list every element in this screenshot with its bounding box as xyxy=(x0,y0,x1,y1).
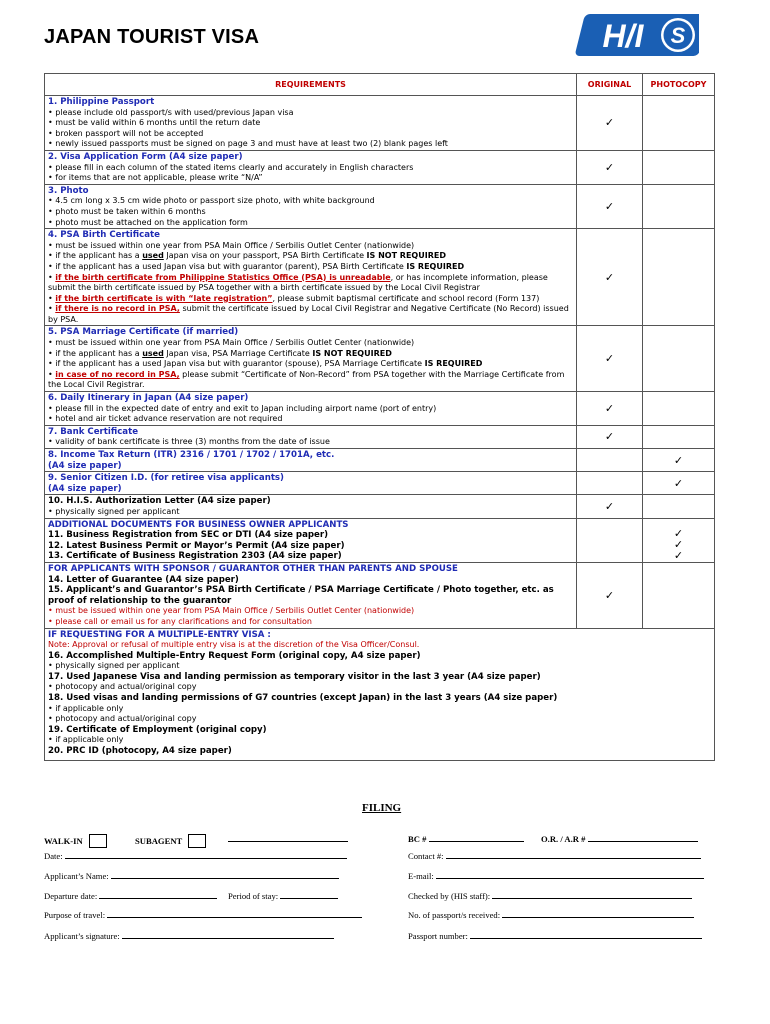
original-check: ✓ xyxy=(577,562,643,628)
bullet-text: • 4.5 cm long x 3.5 cm wide photo or passport size photo, with white background xyxy=(48,196,573,207)
item-text: 18. Used visas and landing permissions of G7 countries (except Japan) in the last 3 years (A4 size paper) xyxy=(48,693,558,704)
item-text: 11. Business Registration from SEC or DTI (A4 size paper) xyxy=(48,530,329,541)
section-heading: 2. Visa Application Form (A4 size paper) xyxy=(48,151,243,162)
contact-field[interactable] xyxy=(408,851,701,861)
photocopy-check: ✓ xyxy=(673,526,684,540)
period-of-stay-field[interactable] xyxy=(228,891,338,901)
item-text: 14. Letter of Guarantee (A4 size paper) xyxy=(48,574,239,585)
section-heading: 6. Daily Itinerary in Japan (A4 size paper) xyxy=(48,393,249,404)
item-text: 15. Applicant’s and Guarantor’s PSA Birth Certificate / PSA Marriage Certificate / Photo together, etc. as proof of relationship to the guarantor xyxy=(48,585,554,606)
bullet-text: • newly issued passports must be signed on page 3 and must have at least two (2) blank pages left xyxy=(48,139,573,150)
signature-label: Applicant’s signature: xyxy=(44,931,120,941)
bullet-text: • for items that are not applicable, please write “N/A” xyxy=(48,173,573,184)
bullet-text: • photocopy and actual/original copy xyxy=(48,682,711,693)
bullet-text: • broken passport will not be accepted xyxy=(48,129,573,140)
date-label: Date: xyxy=(44,851,63,861)
photocopy-check: ✓ xyxy=(643,472,715,495)
requirement-row-sponsor xyxy=(45,562,715,628)
bullet-text: • physically signed per applicant xyxy=(48,661,711,672)
or-ar-field[interactable] xyxy=(541,834,698,844)
bullet-text: • if the birth certificate from Philippine Statistics Office (PSA) is unreadable, or has incomplete information, please submit the birth certificate issued by PSA together with a birth certificate issued by the Local Civil Registrar xyxy=(48,273,573,294)
passport-number-label: Passport number: xyxy=(408,931,468,941)
bullet-text: • must be issued within one year from PSA Main Office / Serbilis Outlet Center (nationwide) xyxy=(48,241,573,252)
contact-label: Contact #: xyxy=(408,851,444,861)
date-field[interactable] xyxy=(44,851,347,861)
email-field[interactable] xyxy=(408,871,704,881)
bullet-text: • must be issued within one year from PSA Main Office / Serbilis Outlet Center (nationwide) xyxy=(48,606,573,617)
original-cell xyxy=(577,472,643,495)
bullet-text: • must be valid within 6 months until the return date xyxy=(48,118,573,129)
bullet-text: • physically signed per applicant xyxy=(48,507,573,518)
walk-in-checkbox[interactable] xyxy=(89,834,107,848)
requirement-row-itinerary xyxy=(45,392,715,426)
passports-received-field[interactable] xyxy=(408,910,694,920)
photocopy-cell xyxy=(643,96,715,151)
requirement-row-passport xyxy=(45,96,715,151)
bullet-text: • please fill in each column of the stated items clearly and accurately in English characters xyxy=(48,163,573,174)
note-text: Note: Approval or refusal of multiple entry visa is at the discretion of the Visa Officer/Consul. xyxy=(48,640,420,650)
bullet-text: • please call or email us for any clarifications and for consultation xyxy=(48,617,573,628)
section-heading: 1. Philippine Passport xyxy=(48,97,155,107)
original-check: ✓ xyxy=(577,495,643,518)
bullet-text: • if the applicant has a used Japan visa on your passport, PSA Birth Certificate IS NOT REQUIRED xyxy=(48,251,573,262)
section-heading: IF REQUESTING FOR A MULTIPLE-ENTRY VISA : xyxy=(48,629,271,640)
photocopy-cell xyxy=(643,326,715,392)
original-check: ✓ xyxy=(577,150,643,184)
item-text: 13. Certificate of Business Registration 2303 (A4 size paper) xyxy=(48,551,342,562)
section-heading: 8. Income Tax Return (ITR) 2316 / 1701 / 1702 / 1701A, etc. xyxy=(48,450,335,460)
section-heading: (A4 size paper) xyxy=(48,483,122,494)
passports-received-label: No. of passport/s received: xyxy=(408,910,501,920)
applicant-name-field[interactable] xyxy=(44,871,339,881)
requirements-table xyxy=(44,73,715,761)
bullet-text: • if the birth certificate is with “late registration”, please submit baptismal certificate and school record (Form 137) xyxy=(48,294,573,305)
requirements-header: REQUIREMENTS xyxy=(45,74,577,96)
item-text: 17. Used Japanese Visa and landing permission as temporary visitor in the last 3 year (A4 size paper) xyxy=(48,671,541,682)
email-label: E-mail: xyxy=(408,871,434,881)
bullet-text: • photo must be taken within 6 months xyxy=(48,207,573,218)
or-ar-label: O.R. / A.R # xyxy=(541,834,586,844)
bc-field[interactable] xyxy=(408,834,524,844)
photocopy-check: ✓ xyxy=(673,548,684,562)
original-header: ORIGINAL xyxy=(577,74,643,96)
checked-by-field[interactable] xyxy=(408,891,692,901)
section-heading: 3. Photo xyxy=(48,185,89,196)
section-heading: FOR APPLICANTS WITH SPONSOR / GUARANTOR OTHER THAN PARENTS AND SPOUSE xyxy=(48,563,458,574)
original-check: ✓ xyxy=(577,96,643,151)
period-of-stay-label: Period of stay: xyxy=(228,891,279,901)
photocopy-check: ✓ xyxy=(673,537,684,551)
signature-field[interactable] xyxy=(44,931,334,941)
original-check: ✓ xyxy=(577,229,643,326)
subagent-option xyxy=(135,834,206,848)
purpose-field[interactable] xyxy=(44,910,362,920)
item-text: 12. Latest Business Permit or Mayor’s Permit (A4 size paper) xyxy=(48,540,345,551)
photocopy-cell xyxy=(643,184,715,228)
walk-in-option xyxy=(44,834,107,848)
bullet-text: • please fill in the expected date of entry and exit to Japan including airport name (port of entry) xyxy=(48,404,573,415)
page-title: JAPAN TOURIST VISA xyxy=(44,26,260,48)
original-check: ✓ xyxy=(577,326,643,392)
photocopy-header: PHOTOCOPY xyxy=(643,74,715,96)
requirement-row-application-form xyxy=(45,150,715,184)
subagent-checkbox[interactable] xyxy=(188,834,206,848)
photocopy-cell xyxy=(643,150,715,184)
bullet-text: • photocopy and actual/original copy xyxy=(48,714,711,725)
bullet-text: • must be issued within one year from PSA Main Office / Serbilis Outlet Center (nationwide) xyxy=(48,338,573,349)
original-check: ✓ xyxy=(577,425,643,448)
requirement-row-authorization xyxy=(45,495,715,518)
section-heading: 9. Senior Citizen I.D. (for retiree visa applicants) xyxy=(48,473,284,484)
item-text: 16. Accomplished Multiple-Entry Request Form (original copy, A4 size paper) xyxy=(48,650,421,661)
bullet-text: • photo must be attached on the application form xyxy=(48,218,573,229)
requirement-row-itr xyxy=(45,449,715,472)
departure-date-field[interactable] xyxy=(44,891,217,901)
subagent-name-field[interactable] xyxy=(228,834,348,844)
filing-title: FILING xyxy=(362,802,402,814)
section-heading: (A4 size paper) xyxy=(48,460,122,471)
item-text: 20. PRC ID (photocopy, A4 size paper) xyxy=(48,746,232,757)
bullet-text: • if applicable only xyxy=(48,735,711,746)
photocopy-check: ✓ xyxy=(643,449,715,472)
original-check: ✓ xyxy=(577,184,643,228)
photocopy-checks xyxy=(643,518,715,562)
original-check: ✓ xyxy=(577,392,643,426)
requirement-row-senior-id xyxy=(45,472,715,495)
checked-by-label: Checked by (HIS staff): xyxy=(408,891,491,901)
bullet-text: • in case of no record in PSA, please submit “Certificate of Non-Record” from PSA together with the Marriage Certificate from the Local Civil Registrar. xyxy=(48,370,573,391)
photocopy-cell xyxy=(643,495,715,518)
applicant-name-label: Applicant’s Name: xyxy=(44,871,109,881)
photocopy-cell xyxy=(643,392,715,426)
requirement-row-multiple-entry xyxy=(45,628,715,760)
purpose-label: Purpose of travel: xyxy=(44,910,106,920)
original-cell xyxy=(577,449,643,472)
section-heading: 4. PSA Birth Certificate xyxy=(48,230,160,241)
logo-letters-hi: H/I xyxy=(602,18,644,54)
bullet-text: • if the applicant has a used Japan visa but with guarantor (spouse), PSA Marriage Certificate IS REQUIRED xyxy=(48,359,573,370)
table-header xyxy=(45,74,715,96)
bullet-text: • if there is no record in PSA, submit the certificate issued by Local Civil Registrar and Negative Certificate (No Record) issued by PSA. xyxy=(48,304,573,325)
his-logo xyxy=(571,14,699,56)
section-heading: 10. H.I.S. Authorization Letter (A4 size paper) xyxy=(48,496,271,507)
bullet-text: • if applicable only xyxy=(48,704,711,715)
departure-date-label: Departure date: xyxy=(44,891,98,901)
requirement-row-marriage-certificate xyxy=(45,326,715,392)
walk-in-label: WALK-IN xyxy=(44,836,83,846)
bullet-text: • if the applicant has a used Japan visa, PSA Marriage Certificate IS NOT REQUIRED xyxy=(48,349,573,360)
original-cell xyxy=(577,518,643,562)
bullet-text: • hotel and air ticket advance reservation are not required xyxy=(48,414,573,425)
section-heading: ADDITIONAL DOCUMENTS FOR BUSINESS OWNER APPLICANTS xyxy=(48,519,349,530)
photocopy-cell xyxy=(643,562,715,628)
photocopy-cell xyxy=(643,229,715,326)
section-heading: 5. PSA Marriage Certificate (if married) xyxy=(48,327,239,338)
bullet-text: • validity of bank certificate is three (3) months from the date of issue xyxy=(48,437,573,448)
photocopy-cell xyxy=(643,425,715,448)
bc-label: BC # xyxy=(408,834,427,844)
requirement-row-bank-certificate xyxy=(45,425,715,448)
bullet-text: • please include old passport/s with used/previous Japan visa xyxy=(48,108,573,119)
section-heading: 7. Bank Certificate xyxy=(48,426,139,437)
requirement-row-birth-certificate xyxy=(45,229,715,326)
bullet-text: • if the applicant has a used Japan visa but with guarantor (parent), PSA Birth Certificate IS REQUIRED xyxy=(48,262,573,273)
requirement-row-business xyxy=(45,518,715,562)
item-text: 19. Certificate of Employment (original copy) xyxy=(48,724,267,735)
subagent-label: SUBAGENT xyxy=(135,836,183,846)
requirement-row-photo xyxy=(45,184,715,228)
passport-number-field[interactable] xyxy=(408,931,702,941)
logo-letter-s: S xyxy=(670,23,686,48)
